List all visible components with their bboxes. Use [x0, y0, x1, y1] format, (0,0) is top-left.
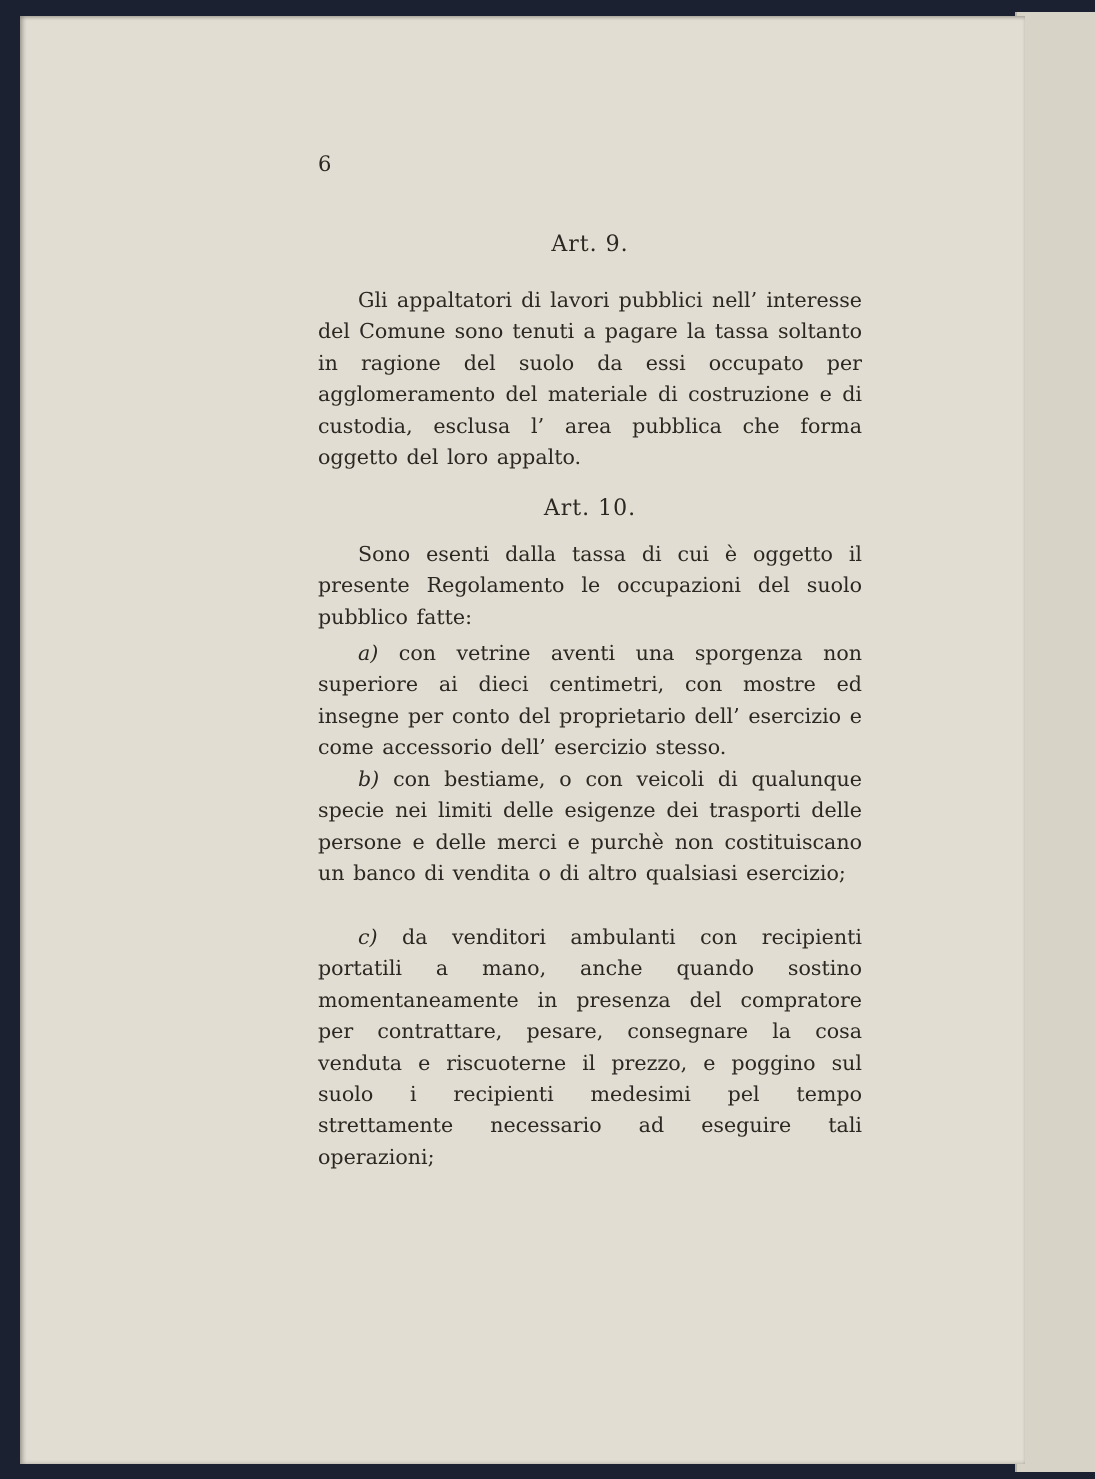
item-text-b: con bestiame, o con veicoli di qualunque specie nei limiti delle esigenze dei trasporti delle persone e delle merci e purchè non costituiscano un banco di vendita o di altro qualsiasi esercizio; — [318, 767, 862, 886]
adjacent-page-edge — [1015, 12, 1095, 1472]
item-text-a: con vetrine aventi una sporgenza non superiore ai dieci centimetri, con mostre ed insegne per conto del proprietario dell’ esercizio e come accessorio dell’ esercizio stesso. — [318, 641, 862, 760]
art-10-item-c — [318, 922, 862, 1173]
item-letter-b: b) — [358, 767, 380, 791]
art-9-heading: Art. 9. — [551, 232, 629, 257]
art-10-heading: Art. 10. — [543, 496, 637, 521]
item-letter-c: c) — [358, 925, 378, 949]
art-9-paragraph: Gli appaltatori di lavori pubblici nell’ interesse del Comune sono tenuti a pagare la tassa soltanto in ragione del suolo da essi occupato per agglomeramento del materiale di costruzione e di custodia, esclusa l’ area pubblica che forma oggetto del loro appalto. — [318, 288, 862, 470]
page-number: 6 — [318, 152, 332, 176]
item-letter-a: a) — [358, 641, 379, 665]
item-text-c: da venditori ambulanti con recipienti portatili a mano, anche quando sostino momentaneamente in presenza del compratore per contrattare, pesare, consegnare la cosa venduta e riscuoterne il prezzo, e poggino sul suolo i recipienti medesimi pel tempo strettamente necessario ad eseguire tali operazioni; — [318, 925, 862, 1169]
art-10-intro: Sono esenti dalla tassa di cui è oggetto il presente Regolamento le occupazioni del suolo pubblico fatte: — [318, 542, 862, 629]
art-10-item-a — [318, 638, 862, 764]
art-10-item-b — [318, 764, 862, 890]
